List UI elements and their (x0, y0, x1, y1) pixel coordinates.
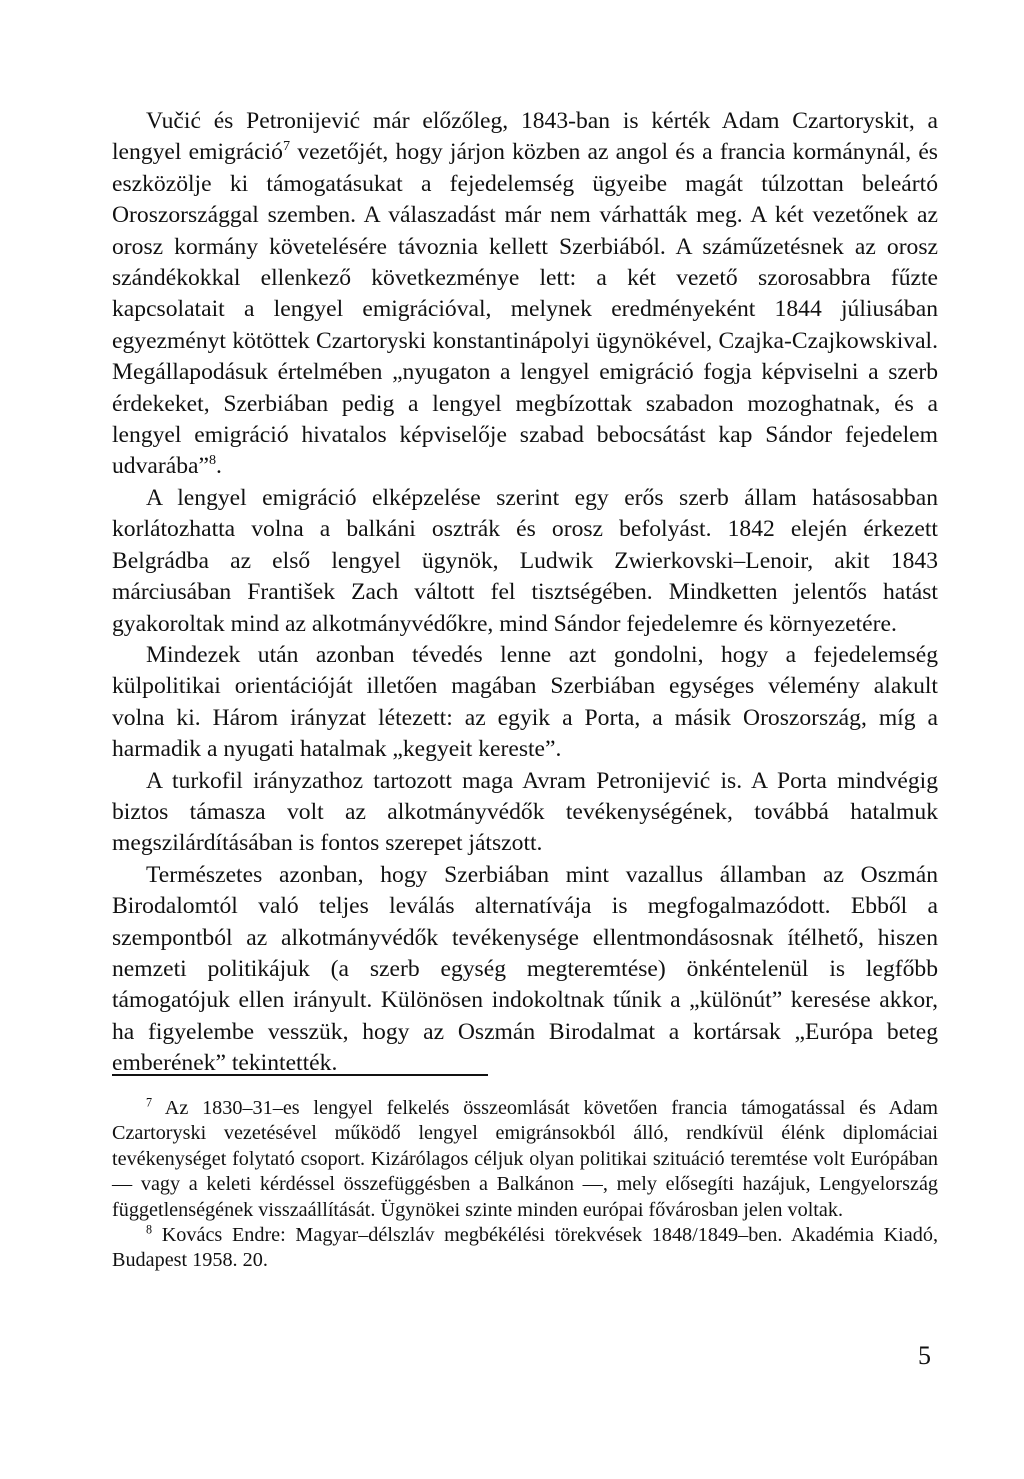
paragraph-1 (112, 106, 938, 483)
page (112, 106, 938, 1272)
paragraph-1-text-c: . (216, 453, 222, 480)
footnote-ref-7[interactable]: 7 (282, 138, 291, 155)
main-text (112, 106, 938, 1080)
footnote-8 (112, 1223, 938, 1274)
paragraph-1-text-a: Vučić és Petronijević már előzőleg, 1843-ban is kérték Adam Czartoryskit, a lengyel emigráció (112, 108, 938, 166)
footnote-7-text: Az 1830–31–es lengyel felkelés összeomlását követően francia támogatással és Adam Czartoryski vezetésével működő lengyel emigránsokból álló, rendkívül élénk diplomáciai tevékenységet folytató csoport. Kizárólagos céljuk olyan politikai szituáció teremtése volt Európában — vagy a keleti kérdéssel összefüggésben a Balkánon —, mely elősegíti hazájuk, Lengyelország függetlenségének visszaállítását. Ügynökei szinte minden európai fővárosban jelen voltak. (112, 1097, 938, 1221)
footnotes (112, 1096, 938, 1274)
paragraph-1-text-b: vezetőjét, hogy járjon közben az angol és a francia kormánynál, és eszközölje ki támogatásukat a fejedelemség ügyeibe magát túlzottan beleártó Oroszországgal szemben. A válaszadást már nem várhatták meg. A két vezetőnek az orosz kormány követelésére távoznia kellett Szerbiából. A száműzetésnek az orosz szándékokkal ellenkező következménye lett: a két vezető szorosabbra fűzte kapcsolatait a lengyel emigrációval, melynek eredményeként 1844 júliusában egyezményt kötöttek Czartoryski konstantinápolyi ügynökével, Czajka-Czajkowskival. Megállapodásuk értelmében „nyugaton a lengyel emigráció fogja képviselni a szerb érdekeket, Szerbiában pedig a lengyel megbízottak szabadon mozoghatnak, és a lengyel emigráció hivatalos képviselője szabad bebocsátást kap Sándor fejedelem udvarába” (112, 139, 938, 480)
footnote-8-marker: 8 (146, 1222, 153, 1237)
footnote-divider (112, 1074, 488, 1076)
footnote-7-marker: 7 (146, 1095, 153, 1110)
footnote-8-text: Kovács Endre: Magyar–délszláv megbékélési törekvések 1848/1849–ben. Akadémia Kiadó, Budapest 1958. 20. (112, 1224, 938, 1272)
paragraph-2: A lengyel emigráció elképzelése szerint egy erős szerb állam hatásosabban korlátozhatta volna a balkáni osztrák és orosz befolyást. 1842 elején érkezett Belgrádba az első lengyel ügynök, Ludwik Zwierkovski–Lenoir, akit 1843 márciusában František Zach váltott fel tisztségében. Mindketten jelentős hatást gyakoroltak mind az alkotmányvédőkre, mind Sándor fejedelemre és környezetére. (112, 484, 938, 637)
paragraph-3: Mindezek után azonban tévedés lenne azt gondolni, hogy a fejedelemség külpolitikai orientációját illetően magában Szerbiában egységes vélemény alakult volna ki. Három irányzat létezett: az egyik a Porta, a másik Oroszország, míg a harmadik a nyugati hatalmak „kegyeit kereste”. (112, 641, 938, 763)
footnote-ref-8[interactable]: 8 (208, 452, 217, 469)
paragraph-5: Természetes azonban, hogy Szerbiában mint vazallus államban az Oszmán Birodalomtól való teljes leválás alternatívája is megfogalmazódott. Ebből a szempontból az alkotmányvédők tevékenysége ellentmondásosnak ítélhető, hiszen nemzeti politikájuk (a szerb egység megteremtése) önkéntelenül is legfőbb támogatójuk ellen irányult. Különösen indokoltnak tűnik a „különút” keresése akkor, ha figyelembe vesszük, hogy az Oszmán Birodalmat a kortársak „Európa beteg emberének” tekintették. (112, 861, 938, 1077)
page-number: 5 (918, 1341, 931, 1370)
paragraph-4: A turkofil irányzathoz tartozott maga Avram Petronijević is. A Porta mindvégig biztos támasza volt az alkotmányvédők tevékenységének, továbbá hatalmuk megszilárdításában is fontos szerepet játszott. (112, 767, 938, 857)
footnote-7 (112, 1096, 938, 1223)
